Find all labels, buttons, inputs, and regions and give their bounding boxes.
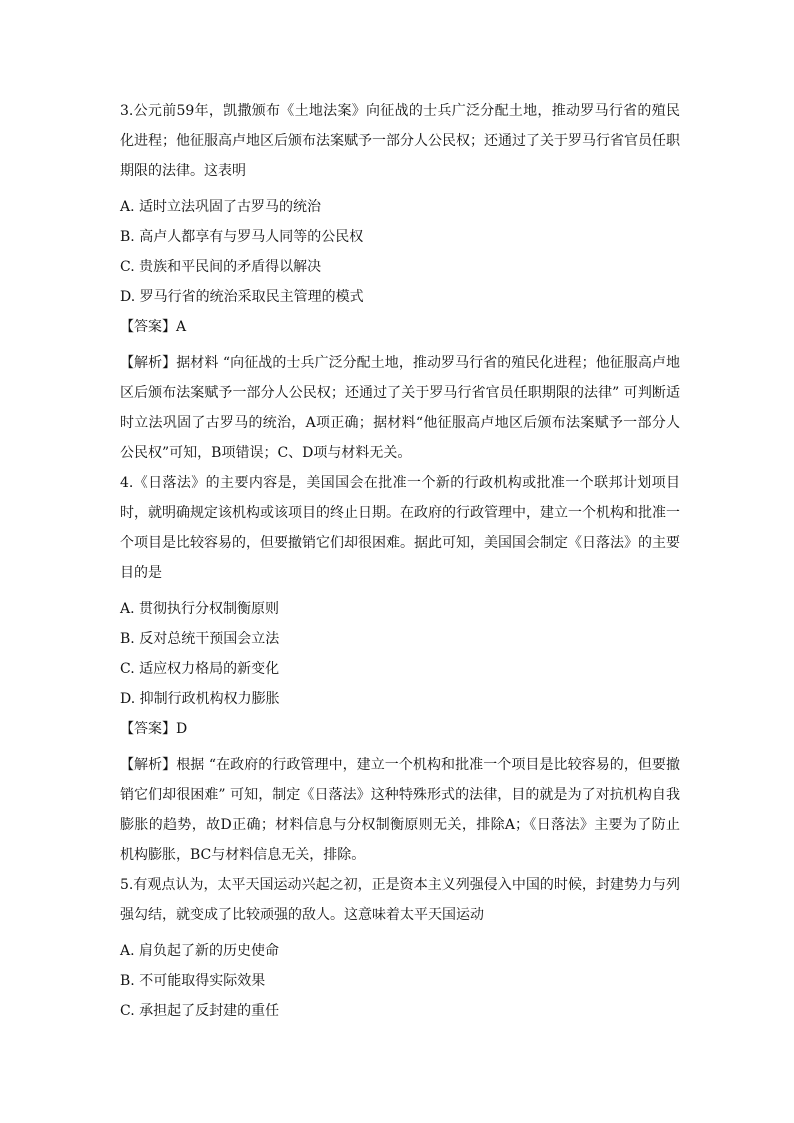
question-4-option-a: A. 贯彻执行分权制衡原则 (120, 601, 280, 617)
question-4-analysis: 【解析】根据 “在政府的行政管理中，建立一个机构和批准一个项目是比较容易的，但要撤销它们却很困难” 可知，制定《日落法》这种特殊形式的法律，目的就是为了对抗机构自我膨胀的趋势，故D正确；材料信息与分权制衡原则无关，排除A；《日落法》主要为了防止机构膨胀，BC与材料信息无关，排除。 (120, 757, 680, 863)
question-5-option-c: C. 承担起了反封建的重任 (120, 1003, 280, 1019)
question-5-option-b: B. 不可能取得实际效果 (120, 973, 266, 989)
question-3-option-a: A. 适时立法巩固了古罗马的统治 (120, 199, 322, 215)
question-4-option-c: C. 适应权力格局的新变化 (120, 661, 280, 677)
document-content (120, 96, 680, 1032)
question-5-stem: 5.有观点认为，太平天国运动兴起之初，正是资本主义列强侵入中国的时候，封建势力与列强勾结，就变成了比较顽强的敌人。这意味着太平天国运动 (120, 877, 680, 923)
question-3-option-b: B. 高卢人都享有与罗马人同等的公民权 (120, 229, 364, 245)
question-3-stem: 3.公元前59年，凯撒颁布《土地法案》向征战的士兵广泛分配土地，推动罗马行省的殖民化进程；他征服高卢地区后颁布法案赋予一部分人公民权；还通过了关于罗马行省官员任职期限的法律。这表明 (120, 103, 680, 179)
question-4-stem: 4.《日落法》的主要内容是，美国国会在批准一个新的行政机构或批准一个联邦计划项目时，就明确规定该机构或该项目的终止日期。在政府的行政管理中，建立一个机构和批准一个项目是比较容易的，但要撤销它们却很困难。据此可知，美国国会制定《日落法》的主要目的是 (120, 475, 680, 581)
question-4-option-d: D. 抑制行政机构权力膨胀 (120, 691, 280, 707)
question-4-answer: 【答案】D (120, 721, 188, 737)
question-4-option-b: B. 反对总统干预国会立法 (120, 631, 280, 647)
question-3-answer: 【答案】A (120, 319, 187, 335)
question-3-analysis: 【解析】据材料 “向征战的士兵广泛分配土地，推动罗马行省的殖民化进程；他征服高卢地区后颁布法案赋予一部分人公民权；还通过了关于罗马行省官员任职期限的法律” 可判断适时立法巩固了古罗马的统治，A项正确；据材料“他征服高卢地区后颁布法案赋予一部分人公民权”可知，B项错误；C、D项与材料无关。 (120, 355, 680, 461)
question-5-option-a: A. 肩负起了新的历史使命 (120, 943, 280, 959)
question-3-option-c: C. 贵族和平民间的矛盾得以解决 (120, 259, 322, 275)
question-3-option-d: D. 罗马行省的统治采取民主管理的模式 (120, 289, 364, 305)
